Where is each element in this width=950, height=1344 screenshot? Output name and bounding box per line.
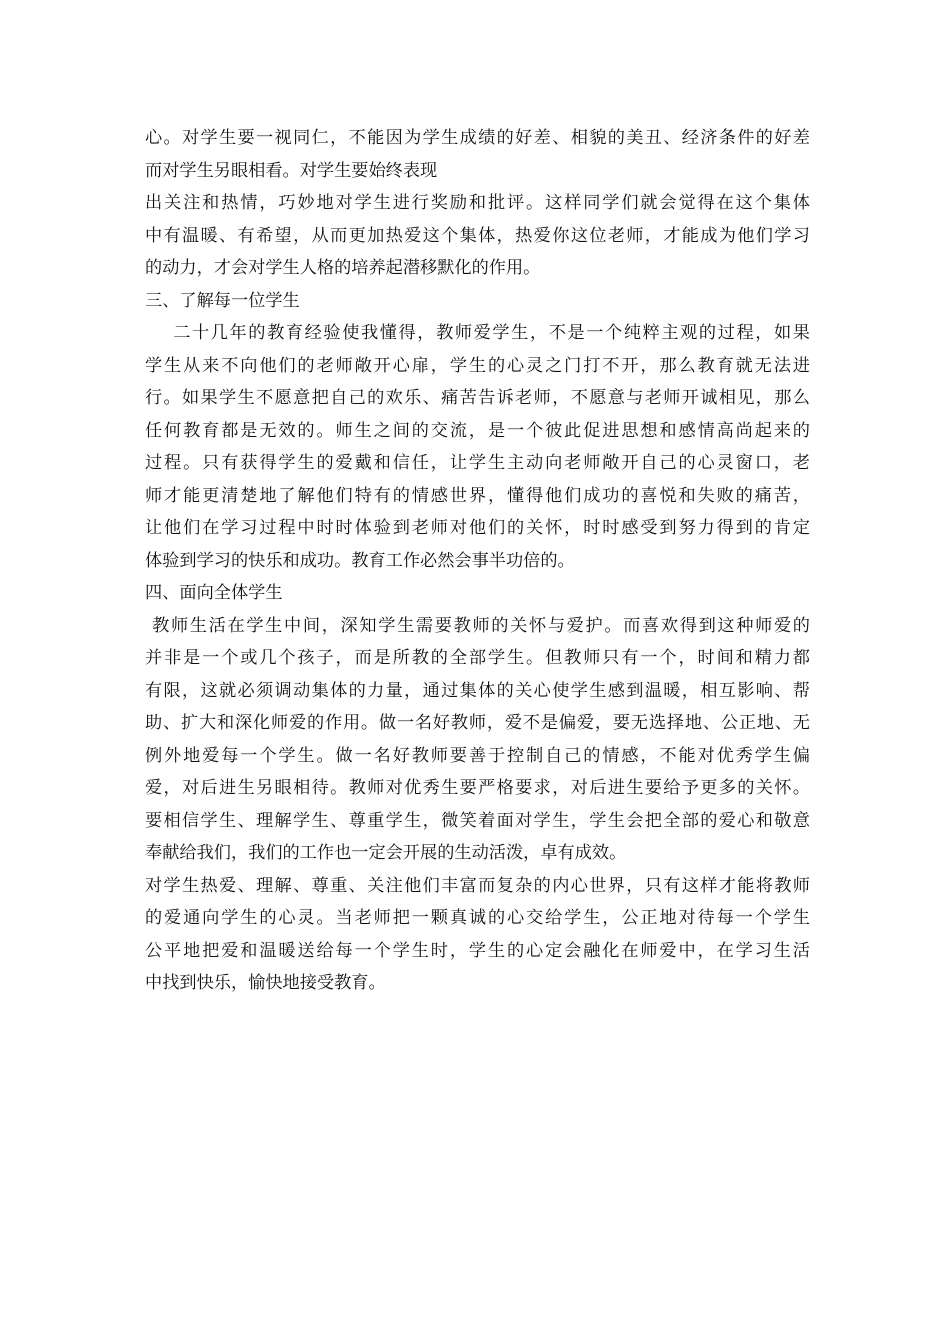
text-line-18: 有限，这就必须调动集体的力量，通过集体的关心使学生感到温暖，相互影响、帮 <box>145 680 810 701</box>
text-line-22: 要相信学生、理解学生、尊重学生，微笑着面对学生，学生会把全部的爱心和敬意 <box>145 810 810 831</box>
text-line-04: 中有温暖、有希望，从而更加热爱这个集体，热爱你这位老师，才能成为他们学习 <box>145 225 810 246</box>
text-line-14: 体验到学习的快乐和成功。教育工作必然会事半功倍的。 <box>145 550 575 571</box>
text-line-05: 的动力，才会对学生人格的培养起潜移默化的作用。 <box>145 258 541 278</box>
text-line-26: 公平地把爱和温暖送给每一个学生时，学生的心定会融化在师爱中，在学习生活 <box>145 940 810 961</box>
text-line-27: 中找到快乐，愉快地接受教育。 <box>145 973 386 993</box>
text-line-10: 任何教育都是无效的。师生之间的交流，是一个彼此促进思想和感情高尚起来的 <box>145 420 810 441</box>
text-line-21: 爱，对后进生另眼相待。教师对优秀生要严格要求，对后进生要给予更多的关怀。 <box>145 778 810 798</box>
document-body <box>145 122 810 1000</box>
text-line-07: 二十几年的教育经验使我懂得，教师爱学生，不是一个纯粹主观的过程，如果 <box>145 323 810 343</box>
text-line-02: 而对学生另眼相看。对学生要始终表现 <box>145 160 438 181</box>
text-line-03: 出关注和热情，巧妙地对学生进行奖励和批评。这样同学们就会觉得在这个集体 <box>145 193 810 213</box>
text-line-20: 例外地爱每一个学生。做一名好教师要善于控制自己的情感，不能对优秀学生偏 <box>145 745 810 766</box>
section-heading-3: 三、了解每一位学生 <box>145 290 300 311</box>
text-line-19: 助、扩大和深化师爱的作用。做一名好教师，爱不是偏爱，要无选择地、公正地、无 <box>145 713 810 733</box>
text-line-17: 并非是一个或几个孩子，而是所教的全部学生。但教师只有一个，时间和精力都 <box>145 648 810 668</box>
text-line-12: 师才能更清楚地了解他们特有的情感世界，懂得他们成功的喜悦和失败的痛苦， <box>145 485 810 506</box>
section-heading-4: 四、面向全体学生 <box>145 583 283 603</box>
text-line-25: 的爱通向学生的心灵。当老师把一颗真诚的心交给学生，公正地对待每一个学生 <box>145 908 810 928</box>
text-line-16: 教师生活在学生中间，深知学生需要教师的关怀与爱护。而喜欢得到这种师爱的 <box>145 615 810 636</box>
text-line-13: 让他们在学习过程中时时体验到老师对他们的关怀，时时感受到努力得到的肯定 <box>145 518 810 538</box>
text-line-08: 学生从来不向他们的老师敞开心扉，学生的心灵之门打不开，那么教育就无法进 <box>145 355 810 376</box>
text-line-11: 过程。只有获得学生的爱戴和信任，让学生主动向老师敞开自己的心灵窗口，老 <box>145 453 810 473</box>
text-line-01: 心。对学生要一视同仁，不能因为学生成绩的好差、相貌的美丑、经济条件的好差 <box>145 128 810 148</box>
text-line-23: 奉献给我们，我们的工作也一定会开展的生动活泼，卓有成效。 <box>145 843 627 863</box>
text-line-09: 行。如果学生不愿意把自己的欢乐、痛苦告诉老师，不愿意与老师开诚相见，那么 <box>145 388 810 408</box>
text-line-24: 对学生热爱、理解、尊重、关注他们丰富而复杂的内心世界，只有这样才能将教师 <box>145 875 810 896</box>
